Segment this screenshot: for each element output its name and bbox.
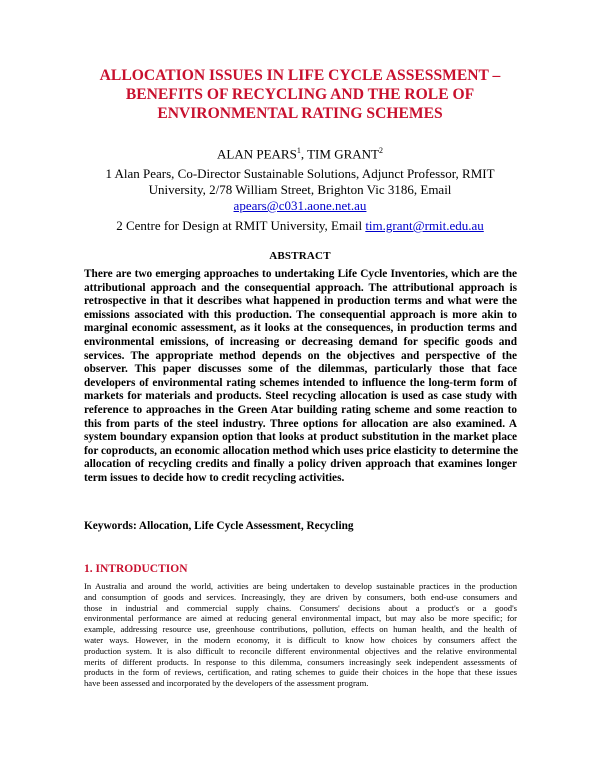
abstract-line: for coproducts, an economic allocation method which uses price elasticity to determine the <box>84 444 519 457</box>
author-affiliation-mark: 2 <box>378 146 383 155</box>
affiliation-line: 1 Alan Pears, Co-Director Sustainable Solutions, Adjunct Professor, RMIT <box>105 166 495 181</box>
author-affiliation-mark: 1 <box>296 146 301 155</box>
affiliation-line: University, 2/78 William Street, Brighton Vic 3186, Email <box>148 182 452 197</box>
affiliation-text: 2 Centre for Design at RMIT University, Email <box>116 218 366 233</box>
body-line: In Australia and around the world, activities are being undertaken to develop sustainable practices in the production <box>84 581 517 591</box>
abstract-line: environmental emissions, of increasing or decreasing demand for specific goods and <box>84 335 517 348</box>
body-line: example, addressing resource use, greenhouse contributions, pollution, effects on human health, and the health of <box>84 624 517 635</box>
body-line: products in the form of reviews, certification, and rating schemes to guide their choices in the hope that these issues <box>84 667 517 678</box>
abstract-line: There are two emerging approaches to undertaking Life Cycle Inventories, which are the <box>84 268 517 280</box>
paper-title <box>40 66 560 123</box>
abstract-line: observer. This paper discusses some of the dilemmas, particularly those that face <box>84 363 517 376</box>
email-link[interactable]: tim.grant@rmit.edu.au <box>365 218 484 233</box>
author-list <box>0 146 600 162</box>
title-line: BENEFITS OF RECYCLING AND THE ROLE OF <box>125 86 475 103</box>
abstract-line: marginal economic assessment, as it looks at the consequences, in production terms and <box>84 322 517 335</box>
abstract-line: retrospective in that it describes what happened in production terms and what were the <box>84 295 517 308</box>
body-line: and consumption of goods and services. Increasingly, they are driven by consumers, both end-use consumers and <box>84 591 517 602</box>
affiliation-1 <box>90 166 510 214</box>
keywords: Keywords: Allocation, Life Cycle Assessment, Recycling <box>84 520 354 532</box>
abstract-line: this from parts of the steel industry. Three options for allocation are also examined. A <box>84 417 517 430</box>
abstract-line: allocation of recycling credits and finally a policy driven approach that examines longer <box>84 458 517 471</box>
author-name: TIM GRANT <box>307 146 379 162</box>
abstract-line: services. The appropriate method depends on the objectives and perspective of the <box>84 349 517 362</box>
author-separator: , <box>300 146 308 162</box>
abstract-line: markets for materials and products. Steel recycling allocation is used as case study with <box>84 390 517 403</box>
body-line: environmental performance are aimed at reducing general environmental impact, but may also be more specific; for <box>84 613 517 624</box>
email-link[interactable]: apears@c031.aone.net.au <box>233 198 367 213</box>
section-heading-introduction: 1. INTRODUCTION <box>84 563 188 575</box>
abstract-line: developers of environmental rating schemes intended to influence the long-term form of <box>84 376 517 389</box>
abstract-body <box>84 268 517 486</box>
introduction-body <box>84 581 517 689</box>
abstract-line: attributional approach and the consequential approach. The attributional approach is <box>84 281 517 294</box>
abstract-line: system boundary expansion option that looks at product substitution in the market place <box>84 431 517 444</box>
body-line: those in industrial and commercial supply chains. Consumers' decisions about a product's or a good's <box>84 602 517 613</box>
body-line: water ways. However, in the modern economy, it is difficult to know how choices by consumers affect the <box>84 634 517 645</box>
body-line: production system. It is also difficult to reconcile different environmental objectives and the relative environmental <box>84 645 517 656</box>
affiliation-2 <box>90 218 510 234</box>
abstract-line: emissions associated with this production. The consequential approach is more akin to <box>84 308 517 321</box>
abstract-line: term issues to decide how to credit recycling activities. <box>84 471 345 484</box>
abstract-heading: ABSTRACT <box>269 250 331 262</box>
title-line: ALLOCATION ISSUES IN LIFE CYCLE ASSESSMENT – <box>99 67 501 84</box>
body-line: have been assessed and incorporated by the developers of the assessment program. <box>84 678 369 689</box>
author-name: ALAN PEARS <box>217 146 297 162</box>
title-line: ENVIRONMENTAL RATING SCHEMES <box>157 105 443 122</box>
body-line: merits of different products. In response to this dilemma, consumers increasingly seek independent assessments of <box>84 656 517 667</box>
abstract-line: reference to approaches in the Green Atar building rating scheme and some reaction to <box>84 403 517 416</box>
